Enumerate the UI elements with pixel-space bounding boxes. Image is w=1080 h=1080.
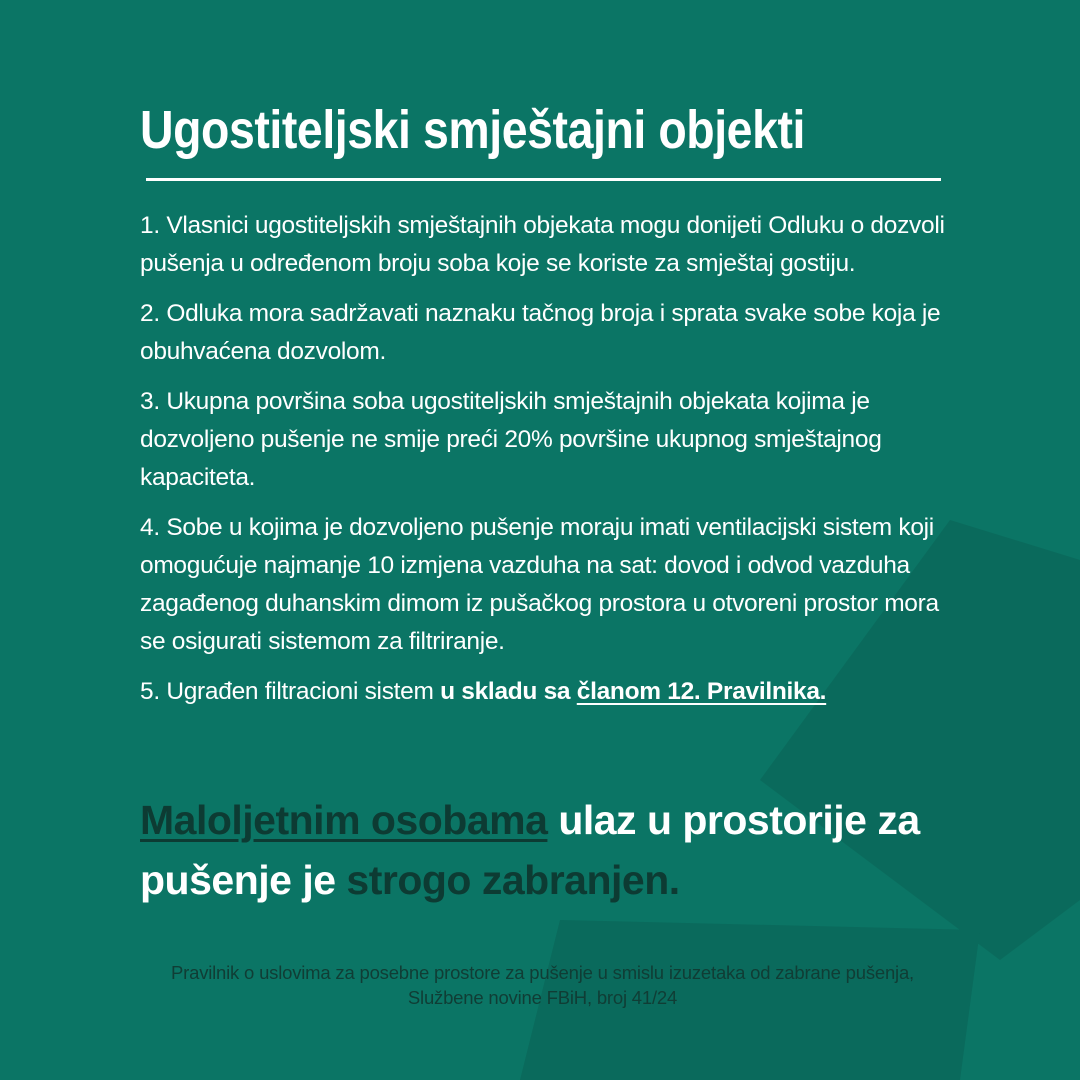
rule-item-5: [140, 673, 945, 711]
source-citation: Pravilnik o uslovima za posebne prostore za pušenje u smislu izuzetaka od zabrane pušenja, Službene novine FBiH, broj 41/24: [171, 962, 914, 1008]
page-title: Ugostiteljski smještajni objekti: [140, 100, 805, 160]
warning-emphasis: strogo zabranjen.: [346, 857, 680, 903]
minors-warning: [140, 790, 945, 910]
rule-item-3: 3. Ukupna površina soba ugostiteljskih smještajnih objekata kojima je dozvoljeno pušenje ne smije preći 20% površine ukupnog smještajnog kapaciteta.: [140, 388, 882, 491]
title-divider: [146, 178, 941, 181]
rule-item-1: 1. Vlasnici ugostiteljskih smještajnih objekata mogu donijeti Odluku o dozvoli pušenja u određenom broju soba koje se koriste za smještaj gostiju.: [140, 212, 945, 277]
rule-item-5-text: 5. Ugrađen filtracioni sistem: [140, 678, 441, 705]
minors-link[interactable]: Maloljetnim osobama: [140, 797, 548, 843]
rule-item-5-bold: u skladu sa: [440, 678, 577, 705]
rule-item-2: 2. Odluka mora sadržavati naznaku tačnog broja i sprata svake sobe koja je obuhvaćena dozvolom.: [140, 300, 941, 365]
pravilnik-article-link[interactable]: članom 12. Pravilnika.: [576, 678, 827, 705]
rules-list: [140, 207, 945, 723]
rule-item-4: 4. Sobe u kojima je dozvoljeno pušenje moraju imati ventilacijski sistem koji omogućuje najmanje 10 izmjena vazduha na sat: dovod i odvod vazduha zagađenog duhanskim dimom iz pušačkog prostora u otvoreni prostor mora se osigurati sistemom za filtriranje.: [140, 514, 939, 655]
warning-middle: ulaz u prostorije za pušenje je: [140, 797, 920, 903]
